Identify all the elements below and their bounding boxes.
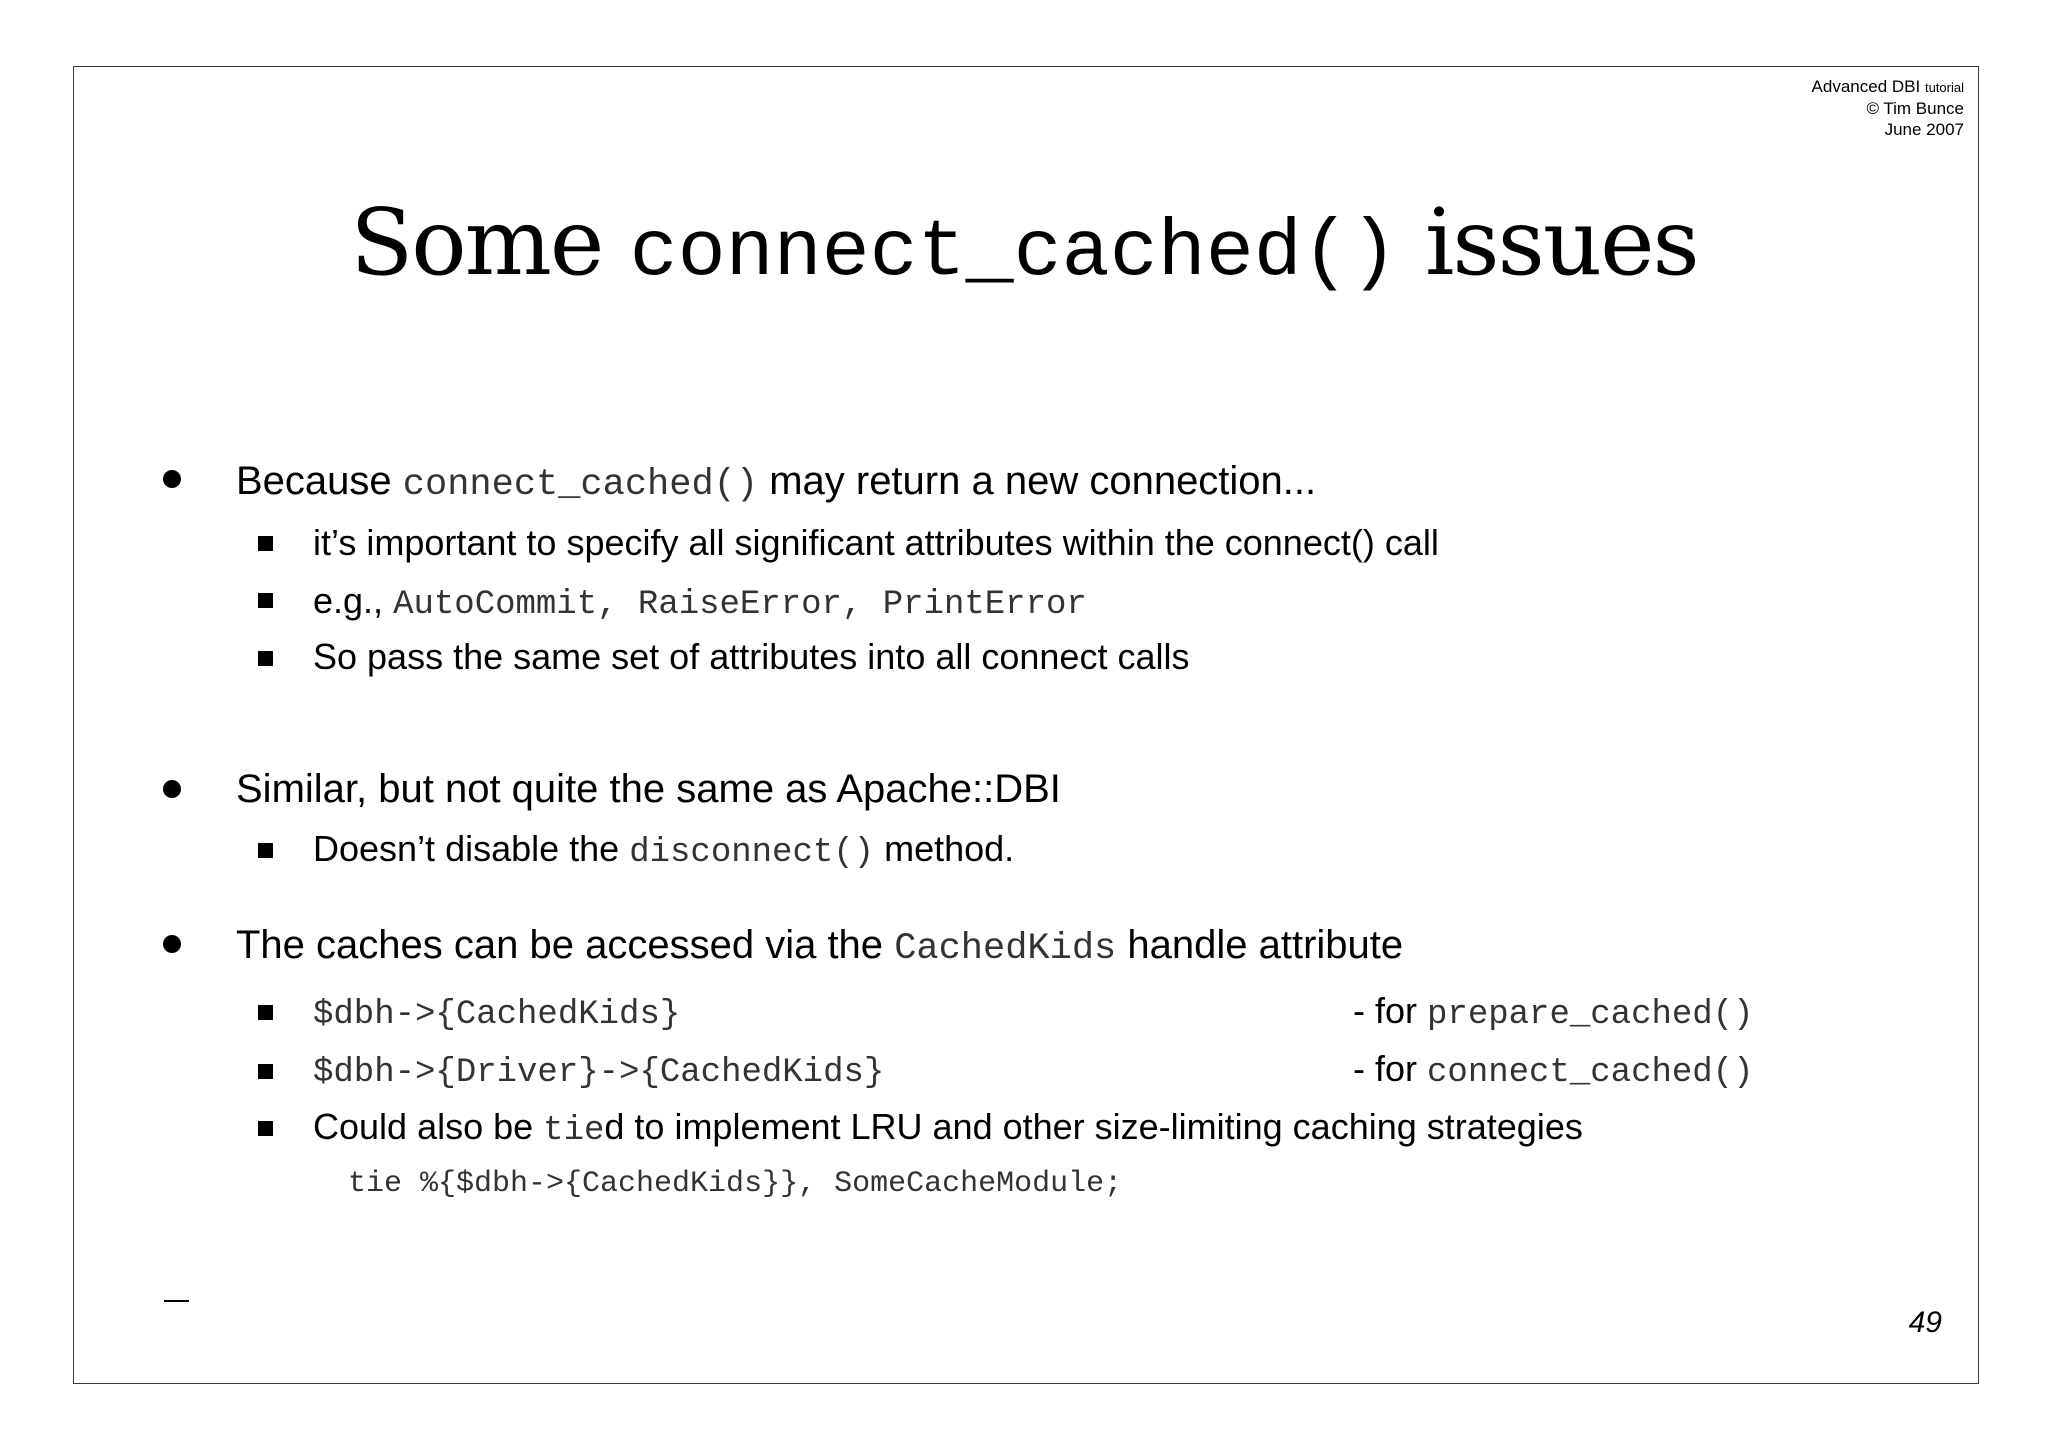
header-author: © Tim Bunce [1866, 99, 1964, 118]
slide-title [0, 178, 2048, 319]
for-annotation [1353, 1046, 1753, 1096]
bullet-1-sub-3: So pass the same set of attributes into all connect calls [313, 636, 1190, 677]
sub-code: disconnect() [629, 834, 875, 872]
bullet-3-text-pre: The caches can be accessed via the [236, 923, 884, 967]
sub-code: AutoCommit, RaiseError, PrintError [393, 586, 1087, 624]
bullet-dot [163, 470, 181, 488]
footer-dash [164, 1300, 189, 1302]
bullet-dot [163, 935, 181, 953]
for-label: - for [1353, 1048, 1418, 1089]
sub-text-post: d to implement LRU and other size-limiting caching strategies [604, 1106, 1583, 1147]
bullet-2-sub-1 [313, 826, 1014, 876]
sub-text-post: method. [884, 828, 1015, 869]
bullet-3-sub-2 [313, 1046, 1813, 1096]
title-suffix: issues [1424, 189, 1698, 296]
for-annotation [1353, 988, 1753, 1038]
sub-code: tie [543, 1112, 605, 1150]
bullet-1-text-pre: Because [236, 459, 392, 503]
sub-text-pre: e.g., [313, 580, 384, 621]
bullet-1-sub-1: it’s important to specify all significant attributes within the connect() call [313, 522, 1439, 563]
bullet-dot [163, 780, 181, 798]
sub-bullet-square [258, 843, 273, 858]
sub-bullet-square [258, 1064, 273, 1079]
sub-bullet-square [258, 536, 273, 551]
header-course-small: tutorial [1924, 80, 1964, 95]
bullet-3-sub-3 [313, 1104, 1583, 1154]
sub-text-pre: Could also be [313, 1106, 534, 1147]
page-number: 49 [1908, 1306, 1942, 1339]
sub-bullet-square [258, 1121, 273, 1136]
bullet-1 [236, 456, 1316, 510]
bullet-1-sub-2 [313, 578, 1087, 628]
bullet-1-code: connect_cached() [402, 464, 759, 506]
bullet-1-text-post: may return a new connection... [769, 459, 1317, 503]
title-prefix: Some [350, 189, 603, 296]
code-example: tie %{$dbh->{CachedKids}}, SomeCacheModule; [348, 1167, 1123, 1201]
sub-code: $dbh->{Driver}->{CachedKids} [313, 1054, 885, 1092]
header-course: Advanced DBI [1811, 77, 1921, 96]
for-code: prepare_cached() [1427, 996, 1754, 1034]
sub-bullet-square [258, 593, 273, 608]
sub-text-pre: Doesn’t disable the [313, 828, 620, 869]
title-code: connect_cached() [629, 208, 1398, 299]
sub-bullet-square [258, 1005, 273, 1020]
bullet-3-code: CachedKids [894, 928, 1117, 970]
bullet-3-text-post: handle attribute [1127, 923, 1404, 967]
bullet-3-sub-1 [313, 988, 1813, 1038]
for-label: - for [1353, 990, 1418, 1031]
bullet-2: Similar, but not quite the same as Apache::DBI [236, 767, 1061, 811]
header-note [1812, 76, 1964, 140]
bullet-3 [236, 920, 1403, 974]
sub-bullet-square [258, 651, 273, 666]
for-code: connect_cached() [1427, 1054, 1754, 1092]
header-date: June 2007 [1884, 120, 1964, 139]
sub-code: $dbh->{CachedKids} [313, 996, 681, 1034]
